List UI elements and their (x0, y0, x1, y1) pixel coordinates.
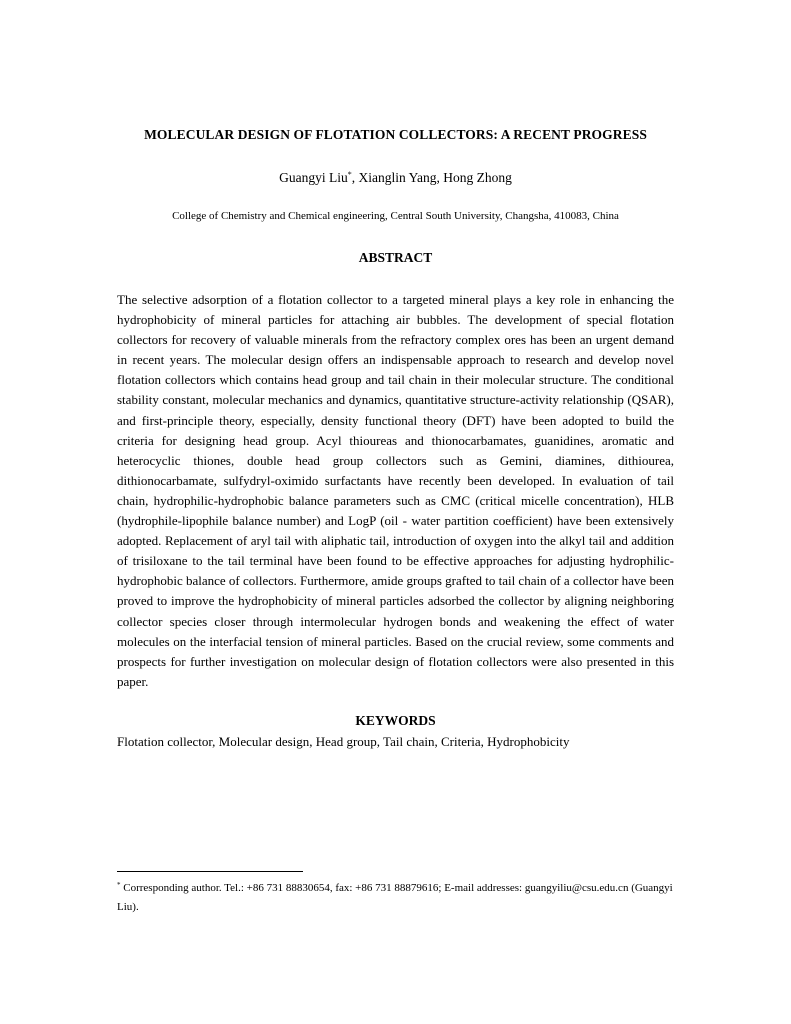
corresponding-author-mark: * (347, 170, 352, 179)
author-list (0, 170, 791, 186)
other-authors: , Xianglin Yang, Hong Zhong (351, 170, 512, 185)
affiliation: College of Chemistry and Chemical engineering, Central South University, Changsha, 410083, China (172, 210, 619, 222)
first-author: Guangyi Liu (279, 170, 348, 185)
footnote-text: Corresponding author. Tel.: +86 731 88830654, fax: +86 731 88879616; E-mail addresses: guangyiliu@csu.edu.cn (Guangyi Liu). (117, 882, 673, 913)
footnote-divider (117, 871, 303, 872)
abstract-heading: ABSTRACT (358, 250, 433, 265)
footnote (117, 879, 674, 917)
paper-title: MOLECULAR DESIGN OF FLOTATION COLLECTORS: A RECENT PROGRESS (144, 127, 647, 142)
abstract-text: The selective adsorption of a flotation collector to a targeted mineral plays a key role in enhancing the hydrophobicity of mineral particles for attaching air bubbles. The development of special flotation collectors for recovery of valuable minerals from the refractory complex ores has been an urgent demand in recent years. The molecular design offers an indispensable approach to research and develop novel flotation collectors which contains head group and tail chain in their molecular structure. The conditional stability constant, molecular mechanics and dynamics, quantitative structure-activity relationship (QSAR), and first-principle theory, especially, density functional theory (DFT) have been adopted to build the criteria for designing head group. Acyl thioureas and thionocarbamates, guanidines, aromatic and heterocyclic thiones, double head group collectors such as Gemini, diamines, dithiourea, dithionocarbamate, sulfydryl-oximido surfactants have recently been developed. In evaluation of tail chain, hydrophilic-hydrophobic balance parameters such as CMC (critical micelle concentration), HLB (hydrophile-lipophile balance number) and LogP (oil - water partition coefficient) have been extensively adopted. Replacement of aryl tail with aliphatic tail, introduction of oxygen into the alkyl tail and addition of trisiloxane to the tail terminal have been found to be effective approaches for adjusting hydrophilic-hydrophobic balance of collectors. Furthermore, amide groups grafted to tail chain of a collector have been proved to improve the hydrophobicity of mineral particles adsorbed the collector by aligning neighboring collector species closer through intermolecular hydrogen bonds and weakening the effect of water molecules on the interfacial tension of mineral particles. Based on the crucial review, some comments and prospects for further investigation on molecular design of flotation collectors were also presented in this paper. (117, 292, 674, 689)
keywords-heading: KEYWORDS (355, 713, 436, 728)
keywords-text: Flotation collector, Molecular design, Head group, Tail chain, Criteria, Hydrophobicity (117, 734, 570, 749)
footnote-mark: * (117, 881, 121, 889)
